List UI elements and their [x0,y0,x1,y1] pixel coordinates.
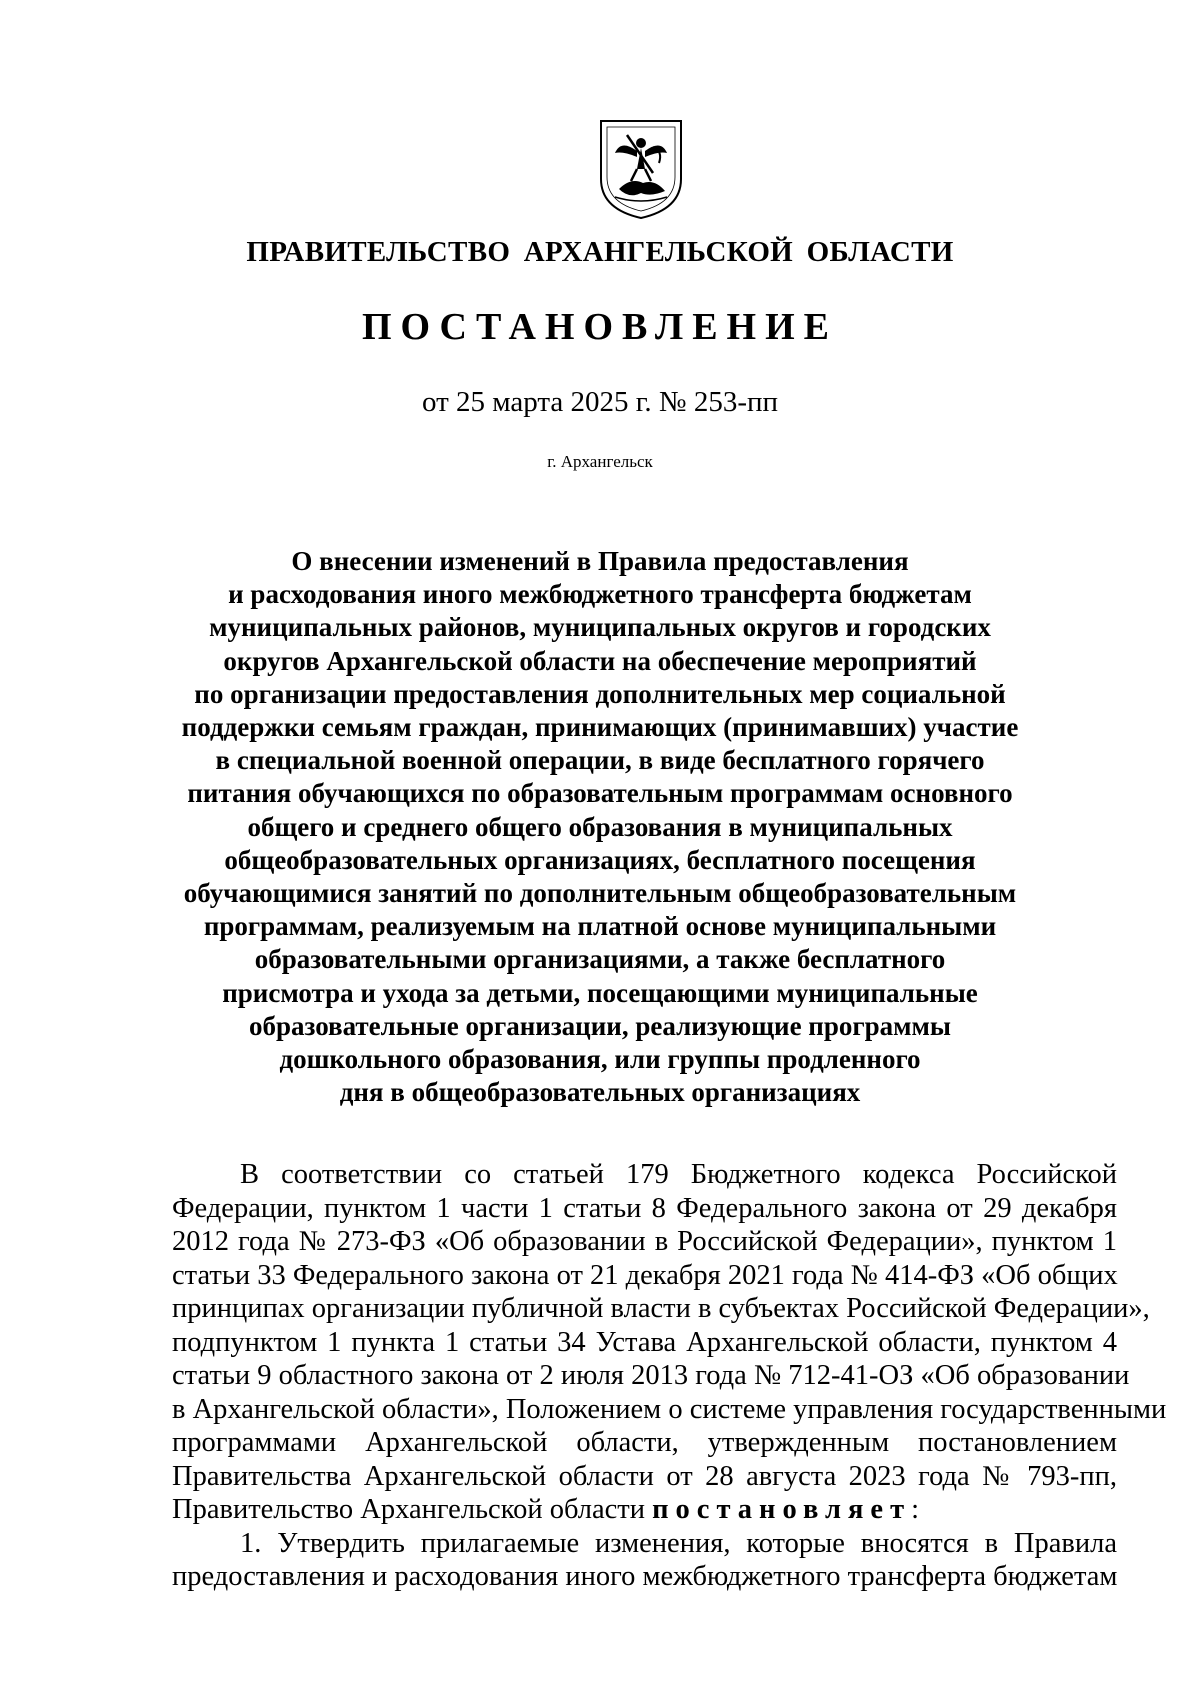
body-line: 2012 года № 273-ФЗ «Об образовании в Российской Федерации», пунктом 1 [172,1226,1117,1257]
subject-line: муниципальных районов, муниципальных округов и городских [209,612,991,643]
government-name: ПРАВИТЕЛЬСТВО АРХАНГЕЛЬСКОЙ ОБЛАСТИ [246,236,954,268]
document-city: г. Архангельск [547,452,653,471]
subject-line: программам, реализуемым на платной основе муниципальными [203,911,997,942]
document-subject [150,545,1050,1109]
body-line: 1. Утвердить прилагаемые изменения, которые вносятся в Правила [240,1527,1117,1559]
subject-line: дошкольного образования, или группы продленного [279,1044,921,1075]
subject-line: питания обучающихся по образовательным программам основного [187,778,1013,809]
body-line-resolution [172,1493,1117,1527]
subject-line: дня в общеобразовательных организациях [339,1077,861,1108]
subject-line: обучающимися занятий по дополнительным общеобразовательным [183,878,1017,909]
body-line: В соответствии со статьей 179 Бюджетного кодекса Российской [240,1159,1117,1190]
resolution-keyword: постановляет [652,1494,912,1525]
subject-line: в специальной военной операции, в виде бесплатного горячего [215,745,985,776]
document-body [172,1158,1167,1594]
resolution-prefix: Правительство Архангельской области [172,1494,653,1525]
subject-line: О внесении изменений в Правила предоставления [291,546,909,576]
body-line: программами Архангельской области, утвержденным постановлением [172,1427,1117,1458]
resolution-suffix: : [911,1494,919,1525]
subject-line: общеобразовательных организациях, бесплатного посещения [224,844,976,875]
body-line: статьи 33 Федерального закона от 21 декабря 2021 года № 414-ФЗ «Об общих [172,1259,1118,1291]
body-line: Правительства Архангельской области от 28 августа 2023 года № 793-пп, [172,1460,1117,1492]
body-line: Федерации, пунктом 1 части 1 статьи 8 Федерального закона от 29 декабря [172,1192,1117,1224]
body-line: принципах организации публичной власти в субъектах Российской Федерации», [172,1293,1150,1324]
subject-line: образовательные организации, реализующие программы [248,1010,952,1041]
body-line: предоставления и расходования иного межбюджетного трансферта бюджетам [172,1561,1118,1592]
body-line: в Архангельской области», Положением о системе управления государственными [172,1393,1167,1425]
subject-line: поддержки семьям граждан, принимающих (принимавших) участие [181,712,1019,743]
subject-line: округов Архангельской области на обеспечение мероприятий [223,645,977,676]
subject-line: общего и среднего общего образования в муниципальных [247,811,953,842]
document-type: ПОСТАНОВЛЕНИЕ [361,306,839,348]
subject-line: присмотра и ухода за детьми, посещающими муниципальные [222,977,978,1008]
body-line: статьи 9 областного закона от 2 июля 2013 года № 712-41-ОЗ «Об образовании [172,1360,1130,1391]
subject-line: и расходования иного межбюджетного трансферта бюджетам [228,579,972,610]
body-line: подпунктом 1 пункта 1 статьи 34 Устава Архангельской области, пунктом 4 [172,1326,1117,1358]
coat-of-arms-icon [597,117,685,221]
subject-line: по организации предоставления дополнительных мер социальной [194,678,1006,709]
document-date-number: от 25 марта 2025 г. № 253-пп [421,386,779,418]
subject-line: образовательными организациями, а также бесплатного [254,944,946,975]
